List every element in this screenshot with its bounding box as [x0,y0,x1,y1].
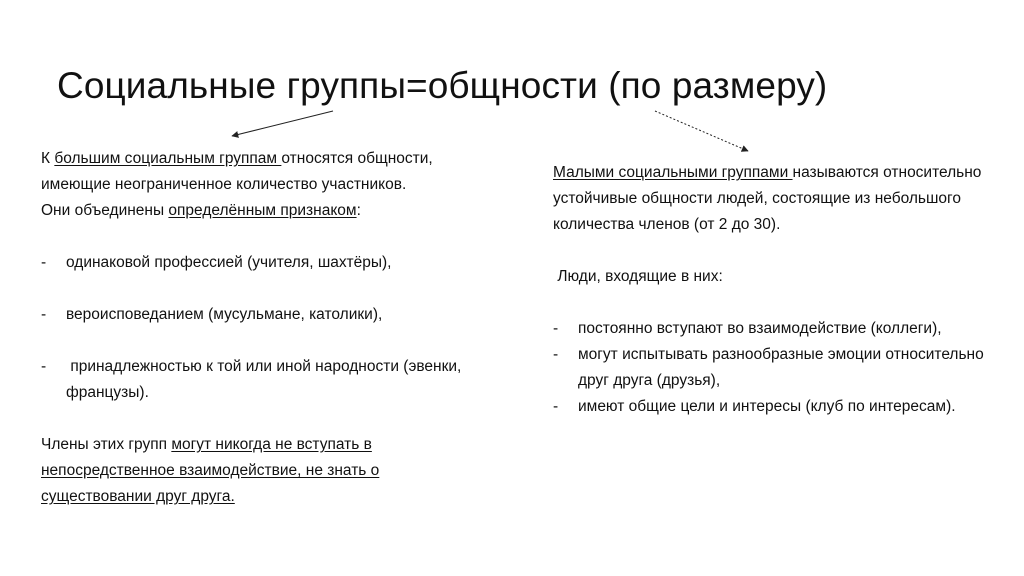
list-item [41,302,486,328]
slide-title: Социальные группы=общности (по размеру) [57,65,828,106]
bullet-text: имеют общие цели и интересы (клуб по интересам). [578,398,956,415]
people-line: Люди, входящие в них: [553,268,723,285]
dash-bullet: - [553,398,559,415]
bullet-text: постоянно вступают во взаимодействие (коллеги), [578,320,942,337]
small-groups-column [553,160,1008,420]
large-groups-term: большим социальным группам [54,150,282,167]
dash-bullet: - [553,346,559,363]
arrow-left-icon [232,111,333,136]
united-term: определённым признаком [168,202,357,219]
large-groups-column [41,146,486,510]
bullet-text: одинаковой профессией (учителя, шахтёры), [66,254,392,271]
large-groups-intro [41,146,486,198]
dash-bullet: - [41,306,47,323]
members-underlined: могут никогда не вступать в непосредственное взаимодействие, не знать о существовании друг друга. [41,436,380,505]
dash-bullet: - [41,358,47,375]
intro-rest: относятся общности, имеющие неограниченное количество участников. [41,150,433,193]
intro-rest: называются относительно устойчивые общности людей, состоящие из небольшого количества членов (от 2 до 30). [553,164,982,233]
list-item [553,394,1008,420]
united-suffix: : [356,202,361,219]
members-prefix: Члены этих групп [41,436,172,453]
intro-prefix: К [41,150,55,167]
united-prefix: Они объединены [41,202,169,219]
arrow-right-icon [655,111,748,151]
bullet-text: принадлежностью к той или иной народности (эвенки, французы). [66,358,466,401]
members-note [41,432,486,510]
dash-bullet: - [553,320,559,337]
list-item [553,342,1008,394]
bullet-text: могут испытывать разнообразные эмоции относительно друг друга (друзья), [578,346,984,389]
list-item [41,354,486,406]
small-groups-intro [553,160,1008,238]
united-line [41,198,486,224]
small-groups-term: Малыми социальными группами [553,164,793,181]
bullet-text: вероисповеданием (мусульмане, католики), [66,306,383,323]
list-item [553,316,1008,342]
list-item [41,250,486,276]
dash-bullet: - [41,254,47,271]
